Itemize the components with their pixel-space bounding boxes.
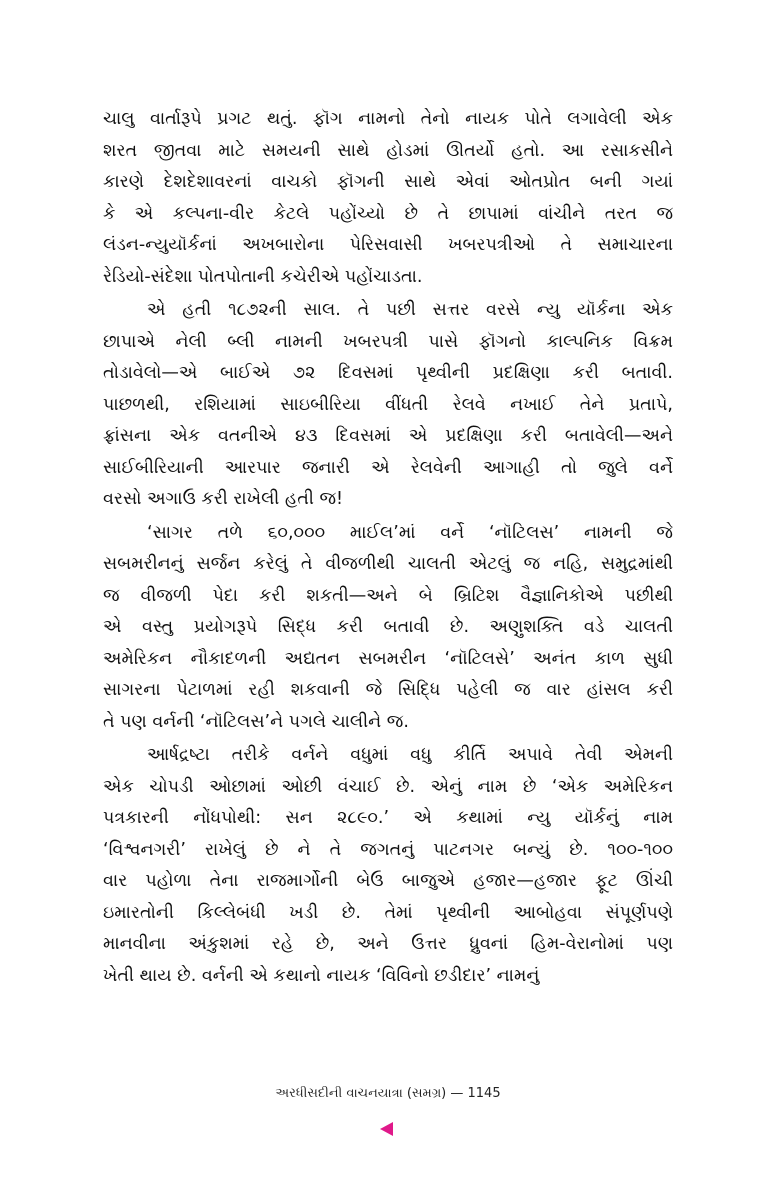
paragraph bbox=[103, 295, 673, 516]
footer-text: અરધીસદીની વાચનયાત્રા (સમગ્ર) — 1145 bbox=[275, 1086, 501, 1101]
text-line: ફ્રાંસના એક વતનીએ ૪૩ દિવસમાં એ પ્રદક્ષિણા કરી બતાવેલી—અને bbox=[103, 426, 673, 446]
text-line: સાગરના પેટાળમાં રહી શકવાની જે સિદ્ધિ પહેલી જ વાર હાંસલ કરી bbox=[103, 680, 673, 700]
text-line: અમેરિકન નૌકાદળની અદ્યતન સબમરીન ‘નૉટિલસે’ અનંત કાળ સુધી bbox=[103, 648, 673, 669]
text-line: એ વસ્તુ પ્રયોગરૂપે સિદ્ધ કરી બતાવી છે. અણુશક્તિ વડે ચાલતી bbox=[103, 617, 673, 637]
text-line: વરસો અગાઉ કરી રાખેલી હતી જ! bbox=[103, 489, 344, 509]
text-line: એક ચોપડી ઓછામાં ઓછી વંચાઈ છે. એનું નામ છે ‘એક અમેરિકન bbox=[103, 776, 673, 797]
paragraph bbox=[103, 740, 673, 992]
page-body bbox=[103, 104, 673, 992]
text-line: જ વીજળી પેદા કરી શકતી—અને બે બ્રિટિશ વૈજ્ઞાનિકોએ પછીથી bbox=[103, 585, 673, 606]
page-footer bbox=[0, 1086, 776, 1101]
text-line: પાછળથી, રશિયામાં સાઇબીરિયા વીંધતી રેલવે નખાઈ તેને પ્રતાપે, bbox=[103, 394, 673, 415]
text-line: છાપાએ નેલી બ્લી નામની ખબરપત્રી પાસે ફૉગનો કાલ્પનિક વિક્રમ bbox=[103, 331, 673, 352]
text-line: સબમરીનનું સર્જન કરેલું તે વીજળીથી ચાલતી એટલું જ નહિ, સમુદ્રમાંથી bbox=[103, 554, 673, 574]
text-line: તે પણ વર્નની ‘નૉટિલસ’ને પગલે ચાલીને જ. bbox=[103, 711, 409, 732]
text-line: વાર પહોળા તેના રાજમાર્ગોની બેઉ બાજુએ હજાર—હજાર ફૂટ ઊંચી bbox=[103, 871, 673, 891]
text-line: કે એ કલ્પના-વીર કેટલે પહોંચ્યો છે તે છાપામાં વાંચીને તરત જ bbox=[103, 203, 673, 224]
text-line: સાઈબીરિયાની આરપાર જનારી એ રેલવેની આગાહી તો જુલે વર્ને bbox=[103, 457, 673, 478]
text-line: ‘વિશ્વનગરી’ રાખેલું છે ને તે જગતનું પાટનગર બન્યું છે. ૧૦૦-૧૦૦ bbox=[103, 839, 673, 860]
text-line: તોડાવેલો—એ બાઈએ ૭૨ દિવસમાં પૃથ્વીની પ્રદક્ષિણા કરી બતાવી. bbox=[103, 363, 673, 383]
text-line: પત્રકારની નોંધપોથી: સન ૨૮૯૦.’ એ કથામાં ન્યુ યૉર્કનું નામ bbox=[103, 808, 673, 828]
text-line: ખેતી થાય છે. વર્નની એ કથાનો નાયક ‘વિવિનો છડીદાર’ નામનું bbox=[103, 965, 540, 986]
text-line: શરત જીતવા માટે સમયની સાથે હોડમાં ઊતર્યો હતો. આ રસાકસીને bbox=[103, 140, 673, 161]
text-line: લંડન-ન્યુયૉર્કનાં અખબારોના પેરિસવાસી ખબરપત્રીઓ તે સમાચારના bbox=[103, 235, 673, 255]
text-line: ચાલુ વાર્તારૂપે પ્રગટ થતું. ફૉગ નામનો તેનો નાયક પોતે લગાવેલી એક bbox=[103, 109, 673, 129]
previous-page-icon[interactable] bbox=[380, 1122, 393, 1136]
text-line: માનવીના અંકુશમાં રહે છે, અને ઉત્તર ધ્રુવનાં હિમ-વેરાનોમાં પણ bbox=[103, 934, 673, 954]
text-line: આર્ષદ્રષ્ટા તરીકે વર્નને વધુમાં વધુ કીર્તિ અપાવે તેવી એમની bbox=[147, 745, 673, 765]
text-line: ‘સાગર તળે ૬૦,૦૦૦ માઈલ’માં વર્ને ‘નૉટિલસ’ નામની જે bbox=[147, 522, 673, 543]
text-line: કારણે દેશદેશાવરનાં વાચકો ફૉગની સાથે એવાં ઓતપ્રોત બની ગયાં bbox=[103, 172, 673, 192]
text-line: એ હતી ૧૮૭૨ની સાલ. તે પછી સત્તર વરસે ન્યુ યૉર્કના એક bbox=[147, 300, 673, 320]
text-line: રેડિયો-સંદેશા પોતપોતાની કચેરીએ પહોંચાડતા. bbox=[103, 266, 423, 287]
paragraph bbox=[103, 104, 673, 293]
paragraph bbox=[103, 518, 673, 739]
text-line: ઇમારતોની કિલ્લેબંધી ખડી છે. તેમાં પૃથ્વીની આબોહવા સંપૂર્ણપણે bbox=[103, 902, 673, 923]
